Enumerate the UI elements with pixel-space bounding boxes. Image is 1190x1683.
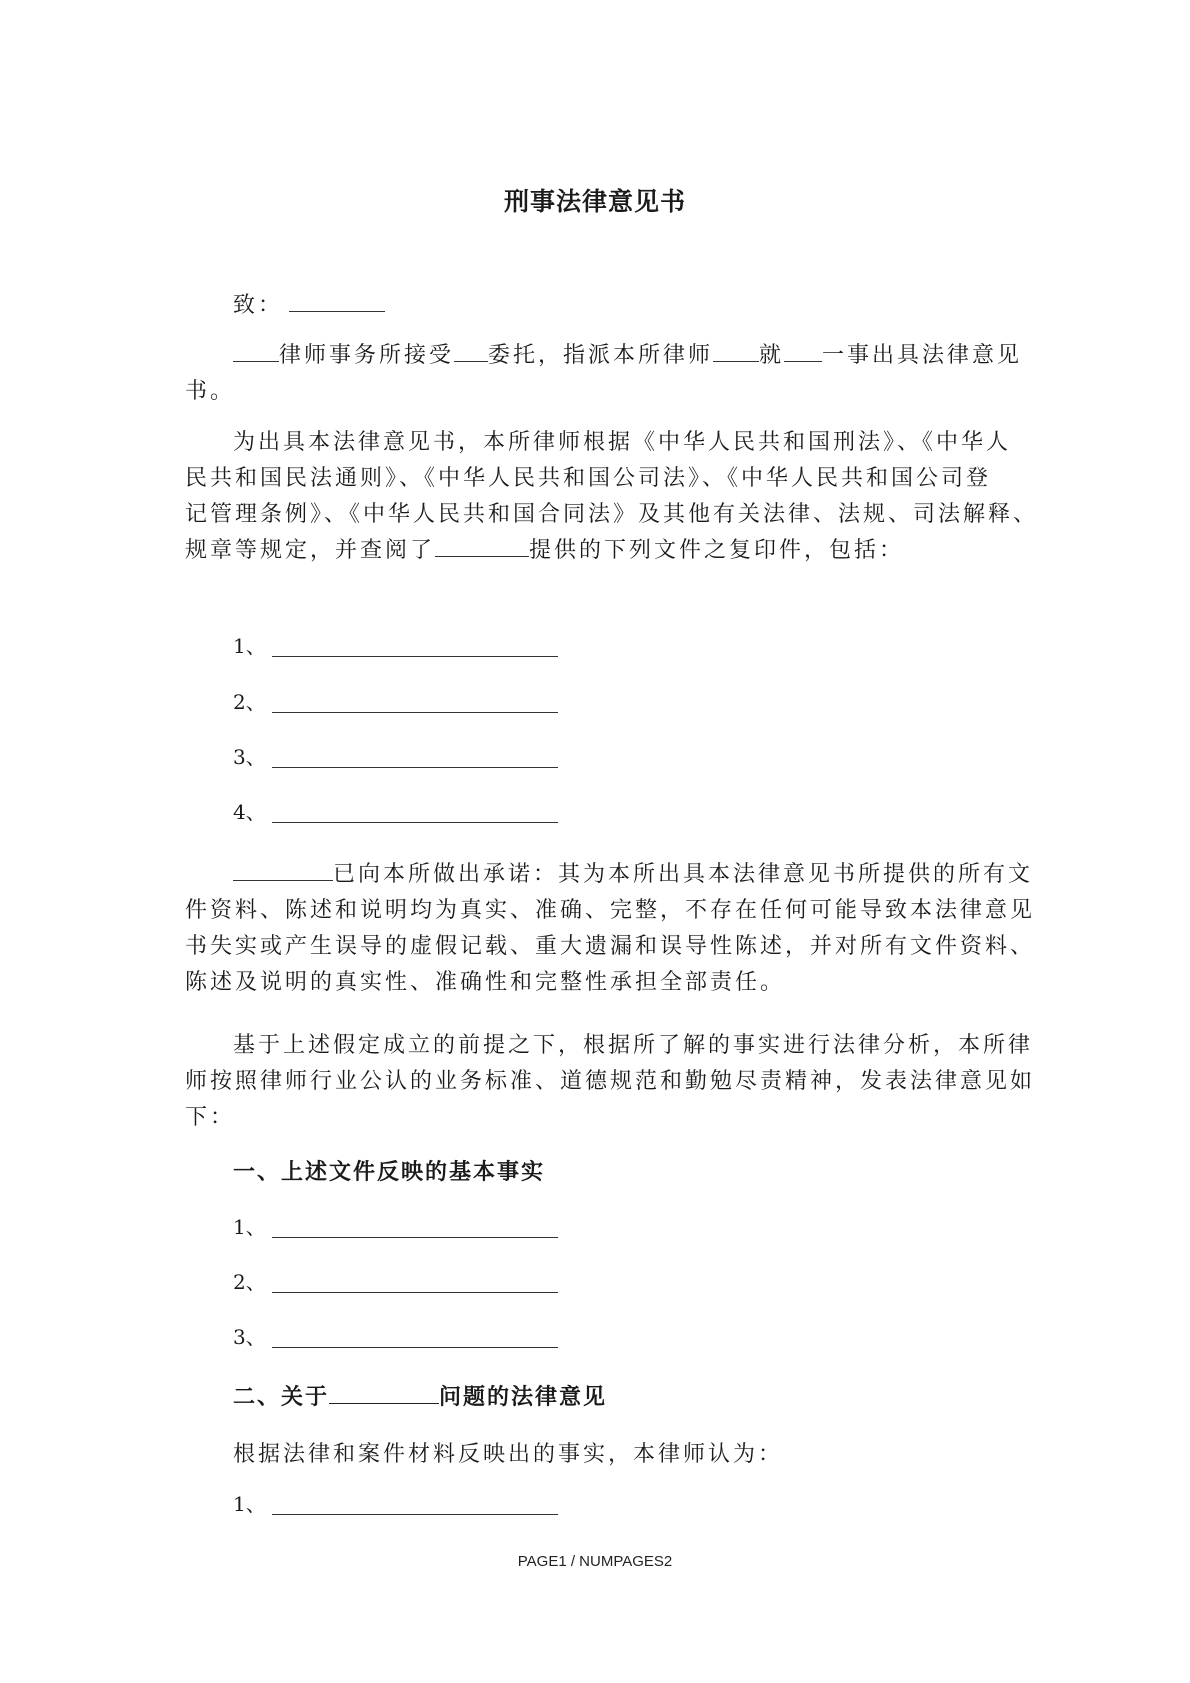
list-blank[interactable] bbox=[272, 747, 558, 768]
para5-line1: 根据法律和案件材料反映出的事实，本律师认为： bbox=[233, 1442, 784, 1467]
para1-text-b: 委托，指派本所律师 bbox=[488, 343, 714, 368]
para2-text-b: 提供的下列文件之复印件，包括： bbox=[529, 538, 905, 563]
para2-text-a: 规章等规定，并查阅了 bbox=[185, 538, 436, 563]
list-number: 1、 bbox=[233, 1215, 266, 1239]
list-blank[interactable] bbox=[272, 1272, 558, 1293]
list-item bbox=[233, 687, 558, 717]
para4-line3: 下： bbox=[185, 1105, 236, 1130]
para4-line2: 师按照律师行业公认的业务标准、道德规范和勤勉尽责精神，发表法律意见如 bbox=[185, 1069, 1036, 1094]
addressee-label: 致： bbox=[233, 293, 284, 318]
list-item bbox=[233, 631, 558, 661]
client-blank[interactable] bbox=[454, 339, 488, 362]
para2-line3: 记管理条例》、《中华人民共和国合同法》及其他有关法律、法规、司法解释、 bbox=[185, 502, 1039, 527]
list-blank[interactable] bbox=[272, 636, 558, 657]
section2-heading-a: 二、关于 bbox=[233, 1384, 330, 1410]
firm-blank[interactable] bbox=[233, 339, 279, 362]
document-title: 刑事法律意见书 bbox=[503, 187, 686, 216]
list-blank[interactable] bbox=[272, 692, 558, 713]
para1-text-d: 一事出具法律意见 bbox=[822, 343, 1023, 368]
list-number: 2、 bbox=[233, 1270, 266, 1294]
list-item bbox=[233, 1489, 558, 1519]
para3-line3: 书失实或产生误导的虚假记载、重大遗漏和误导性陈述，并对所有文件资料、 bbox=[185, 934, 1036, 959]
para1-line1 bbox=[233, 337, 1073, 375]
para1-text-c: 就 bbox=[759, 343, 785, 368]
provider-blank[interactable] bbox=[435, 534, 529, 557]
para1-text-a: 律师事务所接受 bbox=[279, 343, 455, 368]
matter-blank[interactable] bbox=[784, 339, 822, 362]
list-item bbox=[233, 1322, 558, 1352]
list-item bbox=[233, 742, 558, 772]
addressee-blank[interactable] bbox=[289, 289, 385, 312]
promisor-blank[interactable] bbox=[233, 858, 333, 881]
addressee-line bbox=[233, 287, 1073, 325]
para3-line2: 件资料、陈述和说明均为真实、准确、完整，不存在任何可能导致本法律意见 bbox=[185, 898, 1036, 923]
section2-heading-b: 问题的法律意见 bbox=[439, 1384, 608, 1410]
para2-line4 bbox=[185, 532, 1025, 570]
page-footer: PAGE1 / NUMPAGES2 bbox=[517, 1553, 673, 1570]
para3-line4: 陈述及说明的真实性、准确性和完整性承担全部责任。 bbox=[185, 970, 786, 995]
list-number: 2、 bbox=[233, 690, 266, 714]
list-blank[interactable] bbox=[272, 802, 558, 823]
list-number: 3、 bbox=[233, 745, 266, 769]
list-item bbox=[233, 1212, 558, 1242]
para4-line1: 基于上述假定成立的前提之下，根据所了解的事实进行法律分析，本所律 bbox=[233, 1033, 1034, 1058]
list-blank[interactable] bbox=[272, 1327, 558, 1348]
list-item bbox=[233, 797, 558, 827]
list-item bbox=[233, 1267, 558, 1297]
issue-blank[interactable] bbox=[329, 1381, 439, 1404]
list-number: 4、 bbox=[233, 800, 266, 824]
list-number: 1、 bbox=[233, 1492, 266, 1516]
list-blank[interactable] bbox=[272, 1494, 558, 1515]
list-number: 3、 bbox=[233, 1325, 266, 1349]
list-number: 1、 bbox=[233, 634, 266, 658]
lawyer-blank[interactable] bbox=[713, 339, 759, 362]
section1-heading: 一、上述文件反映的基本事实 bbox=[233, 1159, 546, 1185]
para2-line1: 为出具本法律意见书，本所律师根据《中华人民共和国刑法》、《中华人 bbox=[233, 430, 1012, 455]
para3-text-a: 已向本所做出承诺：其为本所出具本法律意见书所提供的所有文 bbox=[333, 862, 1034, 887]
para2-line2: 民共和国民法通则》、《中华人民共和国公司法》、《中华人民共和国公司登 bbox=[185, 466, 992, 491]
list-blank[interactable] bbox=[272, 1217, 558, 1238]
para1-line2: 书。 bbox=[185, 379, 236, 404]
section2-heading bbox=[233, 1378, 607, 1416]
para3-line1 bbox=[233, 856, 1073, 894]
